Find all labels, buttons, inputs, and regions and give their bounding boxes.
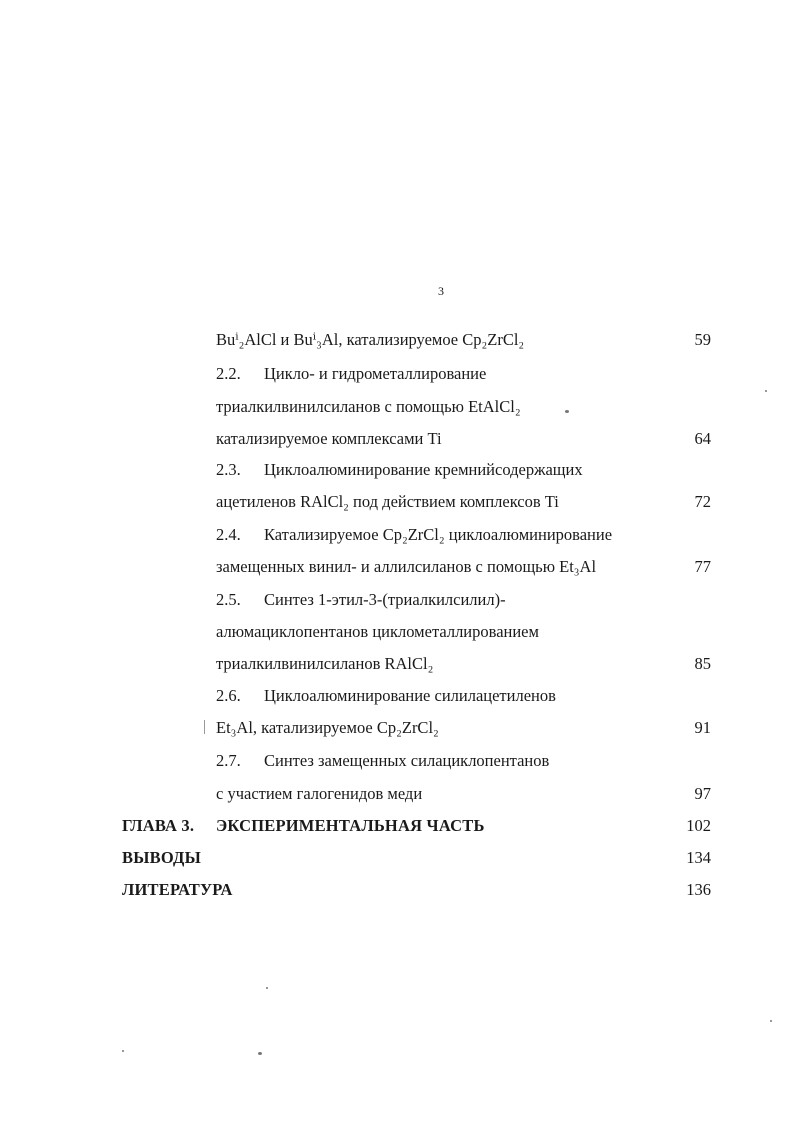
toc-entry-2-3-title <box>216 460 583 480</box>
toc-entry-2-4-line2: замещенных винил- и аллилсиланов с помощью Et₃Al <box>216 557 597 576</box>
toc-page-102: 102 <box>686 816 711 835</box>
scan-speck <box>765 390 767 392</box>
toc-page-77: 77 <box>694 557 711 576</box>
toc-entry-2-2-title <box>216 364 486 384</box>
section-title: Синтез замещенных силациклопентанов <box>264 751 550 770</box>
toc-entry-2-7-title <box>216 751 549 771</box>
page-number: 3 <box>438 284 444 298</box>
section-title: Катализируемое Cp₂ZrCl₂ циклоалюминирование <box>264 525 613 544</box>
toc-page-136: 136 <box>686 880 711 899</box>
scan-speck <box>565 410 569 413</box>
toc-page-64: 64 <box>694 429 711 448</box>
scan-mark <box>204 720 205 734</box>
toc-entry-2-3-line2: ацетиленов RAlCl₂ под действием комплексов Ti <box>216 492 559 511</box>
section-number: 2.4. <box>216 525 241 544</box>
toc-page-85: 85 <box>694 654 711 673</box>
section-title: Циклоалюминирование силилацетиленов <box>264 686 556 705</box>
section-title: Синтез 1-этил-3-(триалкилсилил)- <box>264 590 506 609</box>
toc-entry-continuation: Buⁱ₂AlCl и Buⁱ₃Al, катализируемое Cp₂ZrCl₂ <box>216 330 525 349</box>
section-number: 2.6. <box>216 686 241 705</box>
toc-entry-2-6-title <box>216 686 556 706</box>
toc-page-72: 72 <box>694 492 711 511</box>
section-number: 2.2. <box>216 364 241 383</box>
chapter-title: ЭКСПЕРИМЕНТАЛЬНАЯ ЧАСТЬ <box>216 816 485 835</box>
toc-entry-2-5-title <box>216 590 506 610</box>
toc-conclusions: ВЫВОДЫ <box>122 848 201 867</box>
toc-page-59: 59 <box>694 330 711 349</box>
toc-entry-2-4-title <box>216 525 612 545</box>
section-title: Циклоалюминирование кремнийсодержащих <box>264 460 583 479</box>
toc-entry-2-5-line3: триалкилвинилсиланов RAlCl₂ <box>216 654 434 673</box>
scan-speck <box>122 1050 124 1052</box>
toc-page-134: 134 <box>686 848 711 867</box>
toc-literature: ЛИТЕРАТУРА <box>122 880 233 899</box>
section-number: 2.3. <box>216 460 241 479</box>
toc-entry-2-6-line2: Et₃Al, катализируемое Cp₂ZrCl₂ <box>216 718 439 737</box>
scan-speck <box>770 1020 772 1022</box>
section-number: 2.7. <box>216 751 241 770</box>
toc-chapter-3 <box>122 816 485 836</box>
scan-speck <box>266 987 268 989</box>
toc-entry-2-2-line2: триалкилвинилсиланов с помощью EtAlCl₂ <box>216 397 521 416</box>
section-title: Цикло- и гидрометаллирование <box>264 364 487 383</box>
section-number: 2.5. <box>216 590 241 609</box>
toc-entry-2-7-line2: с участием галогенидов меди <box>216 784 423 803</box>
toc-entry-2-5-line2: алюмациклопентанов циклометаллированием <box>216 622 539 641</box>
scan-speck <box>258 1052 262 1055</box>
toc-entry-2-2-line3: катализируемое комплексами Ti <box>216 429 442 448</box>
chapter-label: ГЛАВА 3. <box>122 816 195 835</box>
toc-page-97: 97 <box>694 784 711 803</box>
toc-page-91: 91 <box>694 718 711 737</box>
